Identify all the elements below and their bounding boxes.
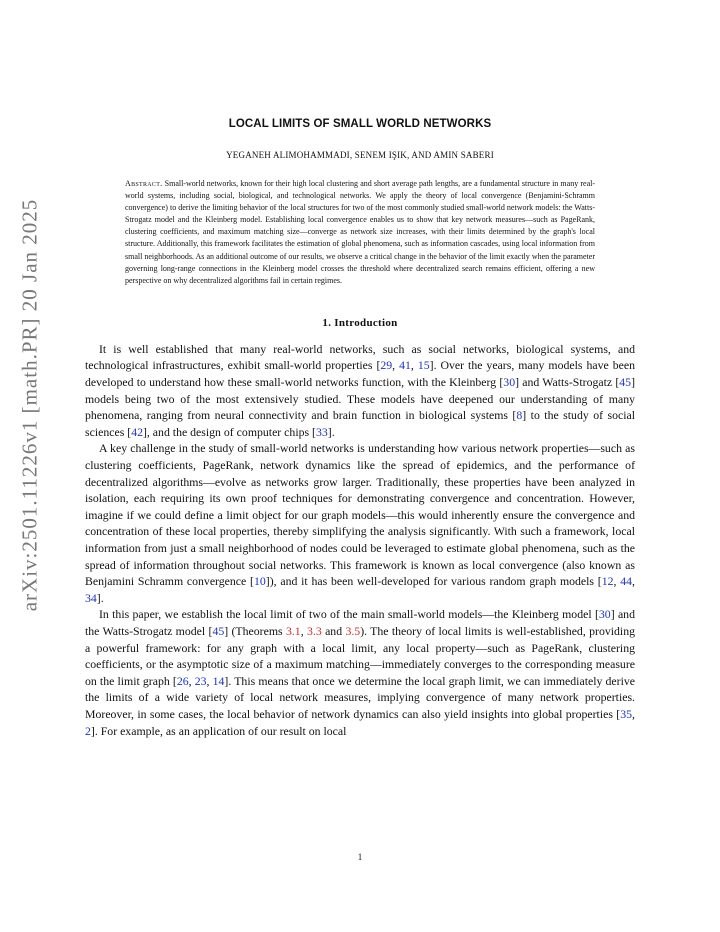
paragraph-text: ]. This means that once we determine the local graph limit, we can immediately derive the limits of a wide variety of local network measures, implying convergence of many network properties. Moreover, in some cases, the local behavior of network dynamics can also yield insights into global properties [ <box>85 673 635 721</box>
paragraph-text: ]. <box>327 424 335 439</box>
paragraph <box>85 606 635 739</box>
paper-authors: YEGANEH ALIMOHAMMADI, SENEM IŞIK, AND AMIN SABERI <box>226 150 494 160</box>
citation-link[interactable]: 33 <box>315 424 328 439</box>
abstract-text: Small-world networks, known for their high local clustering and short average path lengths, are a fundamental structure in many real-world systems, including social, biological, and technological networks. We apply the theory of local convergence (Benjamini-Schramm convergence) to derive the limiting behavior of the local structures for two of the most commonly studied small-world network models: the Watts-Strogatz model and the Kleinberg model. Establishing local convergence enables us to show that key network measures—such as PageRank, clustering coefficients, and maximum matching size—converge as network size increases, with their limits determined by the graph's local structure. Additionally, this framework facilitates the estimation of global phenomena, such as information cascades, using local information from small neighborhoods. As an additional outcome of our results, we observe a critical change in the behavior of the limit exactly when the parameter governing long-range connections in the Kleinberg model crosses the threshold where decentralized search remains efficient, offering a new perspective on why decentralized algorithms fail in certain regimes. <box>125 179 596 285</box>
section-title-introduction: 1. Introduction <box>322 316 398 329</box>
paragraph-text: , <box>632 706 635 721</box>
citation-link[interactable]: 42 <box>131 424 143 439</box>
arxiv-sidebar <box>10 105 50 705</box>
paragraph-text: , <box>188 673 195 688</box>
citation-link[interactable]: 26 <box>176 673 189 688</box>
paragraph <box>85 440 635 606</box>
introduction-body <box>85 341 635 739</box>
paragraph-text: ]. For example, as an application of our result on local <box>90 723 347 738</box>
citation-link[interactable]: 45 <box>619 375 632 390</box>
paragraph-text: ] to the study of social sciences [ <box>85 408 636 439</box>
paragraph-text: ] (Theorems <box>224 623 286 638</box>
abstract <box>125 178 595 287</box>
paragraph-text: , <box>410 358 418 373</box>
paragraph-text: It is well established that many real-world networks, such as social networks, biological systems, and technological infrastructures, exhibit small-world properties [ <box>85 341 635 373</box>
citation-link[interactable]: 34 <box>85 590 97 605</box>
paper-page <box>85 118 635 739</box>
paragraph-text: , <box>300 623 307 638</box>
paragraph-text: ] and the Watts-Strogatz model [ <box>85 607 635 638</box>
paragraph-text: , <box>392 358 400 373</box>
abstract-label: Abstract. <box>125 179 163 188</box>
paragraph-text: , <box>206 673 213 688</box>
paragraph-text: , <box>613 574 621 589</box>
citation-link[interactable]: 44 <box>620 574 633 589</box>
theorem-reference-link[interactable]: 3.1 <box>285 623 301 638</box>
paragraph-text: ] and Watts-Strogatz [ <box>515 375 620 390</box>
page-number: 1 <box>357 852 363 862</box>
paragraph-text: A key challenge in the study of small-world networks is understanding how various network properties—such as clustering coefficients, PageRank, network dynamics like the spread of epidemics, and the performance of decentralized algorithms—evolve as networks grow larger. Traditionally, these properties have been analyzed in isolation, each requiring its own proof techniques for demonstrating convergence and concentration. However, imagine if we could define a limit object for our graph models—this would inherently ensure the convergence and concentration of these local properties, thereby simplifying the analysis significantly. With such a framework, local information from just a small neighborhood of nodes could be leveraged to estimate global phenomena, such as the spread of information throughout social networks. This framework is known as local convergence (also known as Benjamini Schramm convergence [ <box>85 441 635 589</box>
paragraph-text: ]), and it has been well-developed for various random graph models [ <box>265 574 602 589</box>
paper-title: LOCAL LIMITS OF SMALL WORLD NETWORKS <box>228 118 492 130</box>
citation-link[interactable]: 10 <box>253 574 266 589</box>
paragraph-text: ]. Over the years, many models have been developed to understand how these small-world networks function, with the Kleinberg [ <box>85 358 635 390</box>
citation-link[interactable]: 15 <box>417 358 430 373</box>
arxiv-identifier: arXiv:2501.11226v1 [math.PR] 20 Jan 2025 <box>17 198 42 612</box>
citation-link[interactable]: 8 <box>516 408 523 423</box>
paragraph-text: ], and the design of computer chips [ <box>142 424 316 439</box>
citation-link[interactable]: 35 <box>620 706 633 721</box>
paragraph-text: In this paper, we establish the local limit of two of the main small-world models—the Kleinberg model [ <box>99 607 599 622</box>
citation-link[interactable]: 41 <box>399 358 411 373</box>
citation-link[interactable]: 14 <box>212 673 225 688</box>
paragraph-text: ]. <box>96 590 104 605</box>
citation-link[interactable]: 12 <box>601 574 614 589</box>
citation-link[interactable]: 29 <box>380 358 393 373</box>
paragraph <box>85 341 635 441</box>
paragraph-text: and <box>321 623 346 638</box>
paragraph-text: ). The theory of local limits is well-established, providing a powerful framework: for any graph with a local limit, any local property—such as PageRank, clustering coefficients, or the asymptotic size of a maximum matching—immediately converges to the corresponding measure on the limit graph [ <box>85 623 635 688</box>
citation-link[interactable]: 2 <box>85 723 91 738</box>
citation-link[interactable]: 30 <box>503 375 516 390</box>
theorem-reference-link[interactable]: 3.5 <box>345 623 361 638</box>
citation-link[interactable]: 45 <box>212 623 225 638</box>
theorem-reference-link[interactable]: 3.3 <box>306 623 322 638</box>
paragraph-text: ] models being two of the most extensively studied. These models have deepened our understanding of many phenomena, ranging from neural connectivity and brain function in biological systems [ <box>85 375 636 423</box>
citation-link[interactable]: 23 <box>194 673 207 688</box>
citation-link[interactable]: 30 <box>598 607 611 622</box>
paragraph-text: , <box>632 574 635 589</box>
